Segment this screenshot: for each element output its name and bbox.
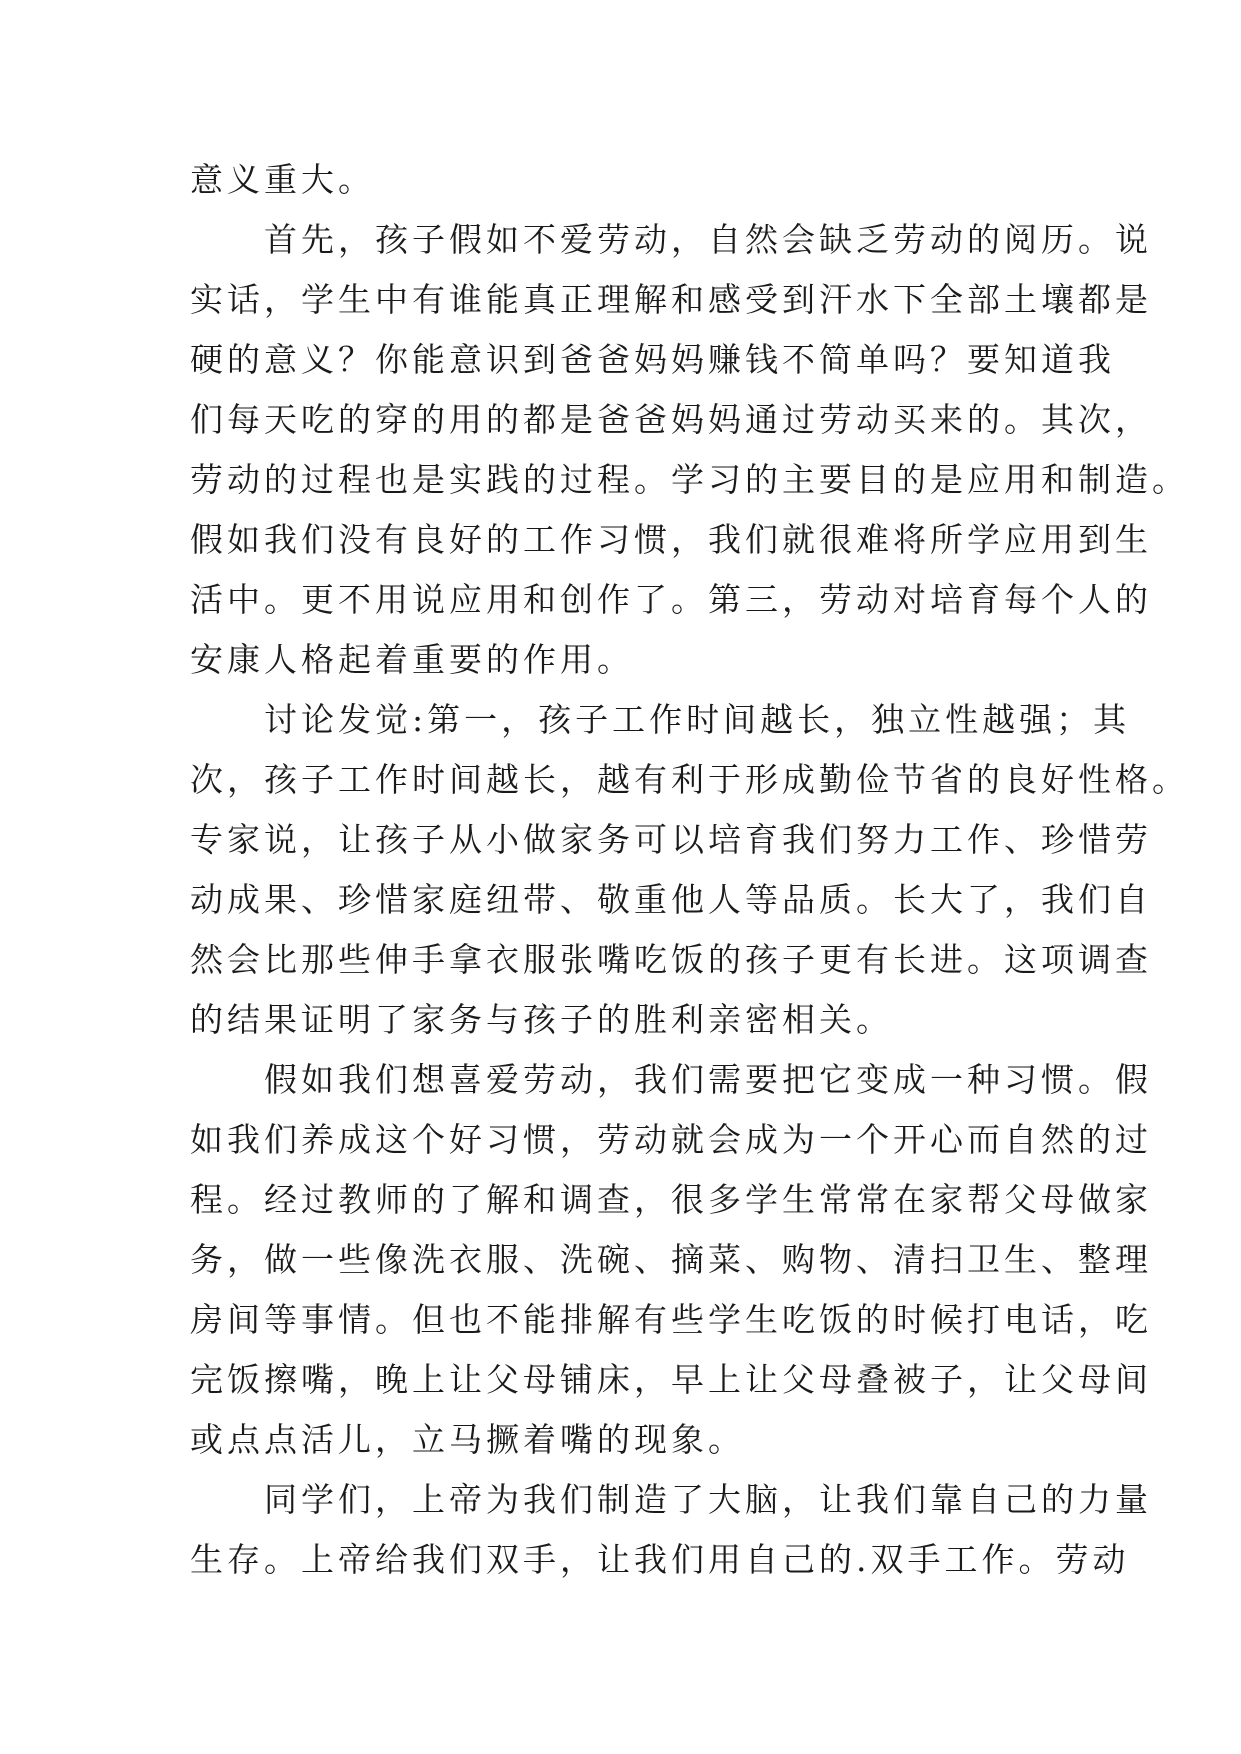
text-line: 房间等事情。但也不能排解有些学生吃饭的时候打电话，吃 (190, 1300, 1152, 1339)
text-line: 们每天吃的穿的用的都是爸爸妈妈通过劳动买来的。其次， (190, 400, 1152, 439)
body-text (190, 150, 1189, 1590)
text-line: 意义重大。 (190, 160, 375, 199)
text-line: 程。经过教师的了解和调查，很多学生常常在家帮父母做家 (190, 1180, 1152, 1219)
text-line: 完饭擦嘴，晚上让父母铺床，早上让父母叠被子，让父母间 (190, 1360, 1152, 1399)
text-line: 如我们养成这个好习惯，劳动就会成为一个开心而自然的过 (190, 1120, 1152, 1159)
text-line: 的结果证明了家务与孩子的胜利亲密相关。 (190, 1000, 893, 1039)
text-line: 务，做一些像洗衣服、洗碗、摘菜、购物、清扫卫生、整理 (190, 1240, 1152, 1279)
paragraph-start-line: 讨论发觉:第一，孩子工作时间越长，独立性越强；其 (190, 700, 1131, 739)
text-line: 次，孩子工作时间越长，越有利于形成勤俭节省的良好性格。 (190, 760, 1189, 799)
text-line: 动成果、珍惜家庭纽带、敬重他人等品质。长大了，我们自 (190, 880, 1152, 919)
text-line: 或点点活儿，立马撅着嘴的现象。 (190, 1420, 745, 1459)
text-line: 活中。更不用说应用和创作了。第三，劳动对培育每个人的 (190, 580, 1152, 619)
paragraph-start-line: 假如我们想喜爱劳动，我们需要把它变成一种习惯。假 (190, 1060, 1152, 1099)
text-line: 安康人格起着重要的作用。 (190, 640, 634, 679)
text-line: 实话，学生中有谁能真正理解和感受到汗水下全部土壤都是 (190, 280, 1152, 319)
text-line: 生存。上帝给我们双手，让我们用自己的.双手工作。劳动 (190, 1540, 1130, 1579)
text-line: 假如我们没有良好的工作习惯，我们就很难将所学应用到生 (190, 520, 1152, 559)
text-line: 劳动的过程也是实践的过程。学习的主要目的是应用和制造。 (190, 460, 1189, 499)
paragraph-start-line: 同学们，上帝为我们制造了大脑，让我们靠自己的力量 (190, 1480, 1152, 1519)
text-line: 硬的意义？你能意识到爸爸妈妈赚钱不简单吗？要知道我 (190, 340, 1115, 379)
text-line: 专家说，让孩子从小做家务可以培育我们努力工作、珍惜劳 (190, 820, 1152, 859)
text-line: 然会比那些伸手拿衣服张嘴吃饭的孩子更有长进。这项调查 (190, 940, 1152, 979)
paragraph-start-line: 首先，孩子假如不爱劳动，自然会缺乏劳动的阅历。说 (190, 220, 1152, 259)
